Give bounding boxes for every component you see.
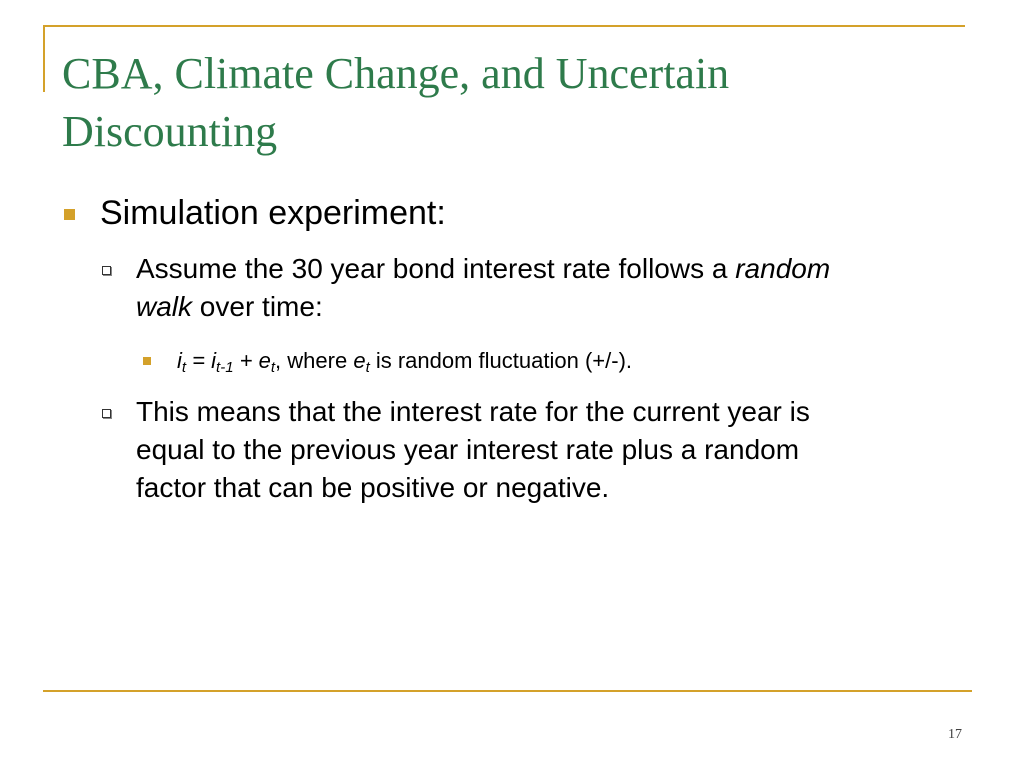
bullet-interest-explanation: This means that the interest rate for the current year is equal to the previous year interest rate plus a random factor that can be positive or negative. (136, 396, 810, 503)
eq-var-i: i (177, 348, 182, 373)
eq-var-e: e (258, 348, 271, 373)
eq-var-i-prev: i (211, 348, 217, 373)
eq-sub-t: t (181, 359, 187, 376)
bottom-border-line (43, 690, 972, 692)
equation-line (177, 345, 632, 377)
top-border-line (43, 25, 965, 27)
hollow-square-bullet-icon (102, 266, 111, 275)
eq-sub-t-e2: t (365, 359, 370, 376)
slide-title: CBA, Climate Change, and Uncertain Discounting (62, 49, 730, 156)
eq-sub-t-1: t-1 (216, 359, 234, 376)
random-walk-text-end: over time: (192, 291, 323, 322)
eq-var-e2: e (353, 348, 366, 373)
random-walk-emphasis: random walk (136, 253, 831, 322)
eq-equals: = (186, 348, 212, 373)
page-number: 17 (948, 727, 962, 742)
eq-rest: is random fluctuation (+/-). (369, 348, 633, 373)
eq-where: , where (275, 348, 354, 373)
hollow-square-bullet-icon (102, 409, 111, 418)
bullet-random-walk (136, 250, 836, 326)
left-border-line (43, 25, 45, 92)
square-bullet-small-icon (143, 357, 151, 365)
eq-plus: + (233, 348, 259, 373)
bullet-simulation-experiment: Simulation experiment: (100, 194, 446, 232)
square-bullet-icon (64, 209, 75, 220)
random-walk-text-start: Assume the 30 year bond interest rate follows a (136, 253, 736, 284)
eq-sub-t-e: t (270, 359, 276, 376)
